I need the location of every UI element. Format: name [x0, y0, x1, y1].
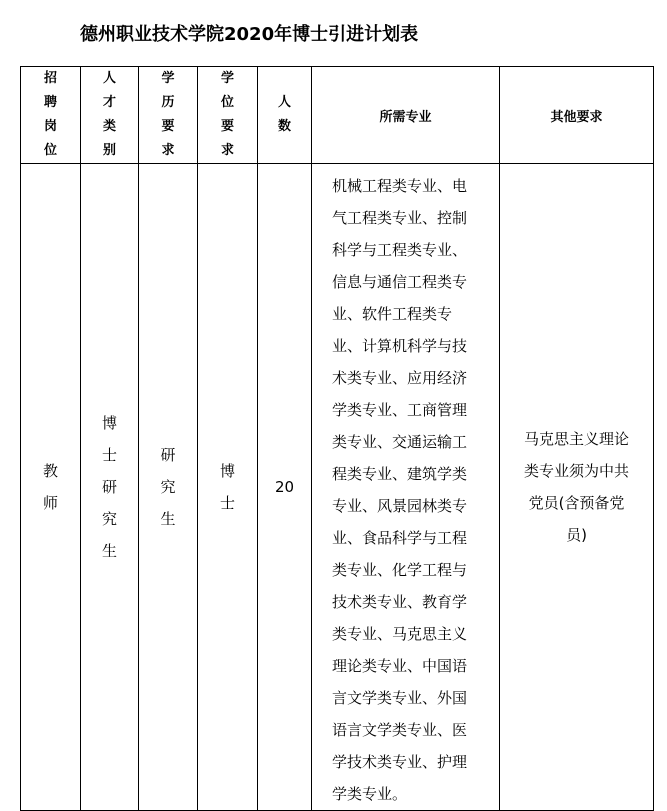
header-majors: 所需专业 [312, 67, 500, 164]
recruitment-plan-table [20, 66, 654, 811]
cell-other: 马克思主义理论类专业须为中共党员(含预备党员) [500, 164, 654, 811]
header-count: 人数 [258, 67, 312, 164]
cell-education: 研究生 [139, 164, 198, 811]
header-education: 学历要求 [139, 67, 198, 164]
page-title: 德州职业技术学院2020年博士引进计划表 [80, 24, 419, 45]
table-row [21, 164, 654, 811]
table-header-row [21, 67, 654, 164]
cell-degree: 博士 [198, 164, 258, 811]
cell-majors: 机械工程类专业、电气工程类专业、控制科学与工程类专业、信息与通信工程类专业、软件工程类专业、计算机科学与技术类专业、应用经济学类专业、工商管理类专业、交通运输工程类专业、建筑学类专业、风景园林类专业、食品科学与工程类专业、化学工程与技术类专业、教育学类专业、马克思主义理论类专业、中国语言文学类专业、外国语言文学类专业、医学技术类专业、护理学类专业。 [312, 164, 500, 811]
header-other: 其他要求 [500, 67, 654, 164]
cell-count: 20 [258, 164, 312, 811]
header-position: 招聘岗位 [21, 67, 81, 164]
cell-category: 博士研究生 [81, 164, 139, 811]
cell-position: 教师 [21, 164, 81, 811]
header-category: 人才类别 [81, 67, 139, 164]
header-degree: 学位要求 [198, 67, 258, 164]
